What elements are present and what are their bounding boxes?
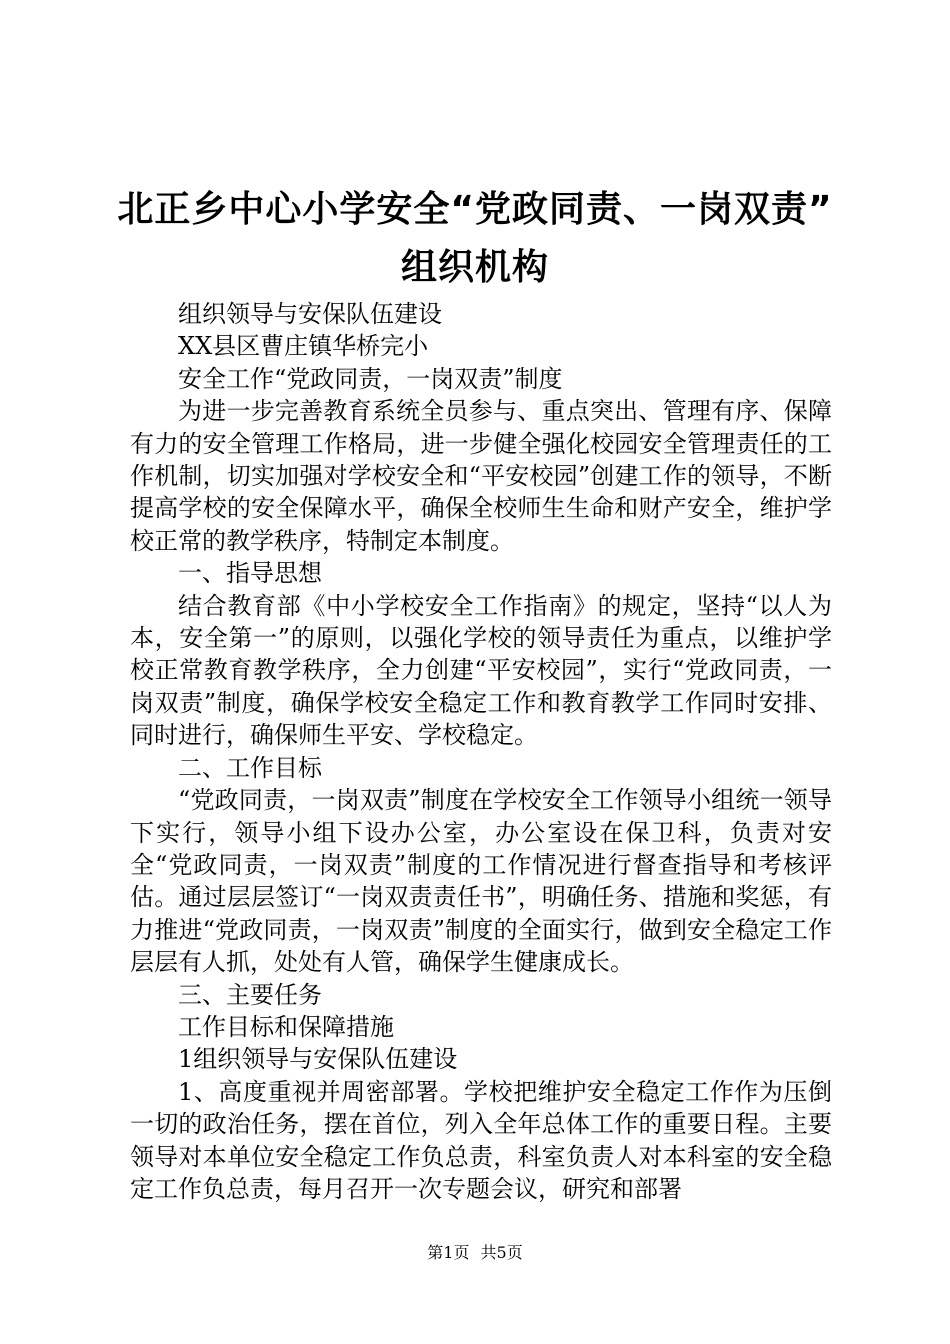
paragraph: 1组织领导与安保队伍建设: [178, 1045, 458, 1074]
page-number: 第1页: [427, 1243, 470, 1262]
paragraph: 组织领导与安保队伍建设: [178, 300, 442, 328]
page-total: 共5页: [480, 1243, 523, 1262]
section-heading: 三、主要任务: [178, 980, 322, 1009]
paragraph: XX县区曹庄镇华桥完小: [178, 332, 429, 361]
paragraph: 工作目标和保障措施: [178, 1012, 394, 1041]
section-heading: 一、指导思想: [178, 559, 322, 588]
paragraph: 为进一步完善教育系统全员参与、重点突出、管理有序、保障有力的安全管理工作格局，进一步健全强化校园安全管理责任的工作机制，切实加强对学校安全和“平安校园”创建工作的领导，不断提高学校的安全保障水平，确保全校师生生命和财产安全，维护学校正常的教学秩序，特制定本制度。: [130, 397, 832, 555]
page-footer: [0, 1243, 950, 1263]
document-body: [130, 298, 832, 1205]
paragraph: “党政同责，一岗双责”制度在学校安全工作领导小组统一领导下实行，领导小组下设办公室，办公室设在保卫科，负责对安全“党政同责，一岗双责”制度的工作情况进行督查指导和考核评估。通过层层签订“一岗双责责任书”，明确任务、措施和奖惩，有力推进“党政同责，一岗双责”制度的全面实行，做到安全稳定工作层层有人抓，处处有人管，确保学生健康成长。: [130, 786, 832, 977]
paragraph: 结合教育部《中小学校安全工作指南》的规定，坚持“以人为本，安全第一”的原则，以强化学校的领导责任为重点，以维护学校正常教育教学秩序，全力创建“平安校园”，实行“党政同责，一岗双责”制度，确保学校安全稳定工作和教育教学工作同时安排、同时进行，确保师生平安、学校稳定。: [130, 591, 832, 750]
document-title-line1: 北正乡中心小学安全“党政同责、一岗双责”: [117, 189, 833, 230]
document-title-line2: 组织机构: [400, 247, 549, 288]
paragraph: 1、高度重视并周密部署。学校把维护安全稳定工作作为压倒一切的政治任务，摆在首位，列入全年总体工作的重要日程。主要领导对本单位安全稳定工作负总责，科室负责人对本科室的安全稳定工作负总责，每月召开一次专题会议，研究和部署: [130, 1077, 832, 1203]
section-heading: 二、工作目标: [178, 753, 322, 782]
paragraph: 安全工作“党政同责，一岗双责”制度: [178, 364, 563, 393]
